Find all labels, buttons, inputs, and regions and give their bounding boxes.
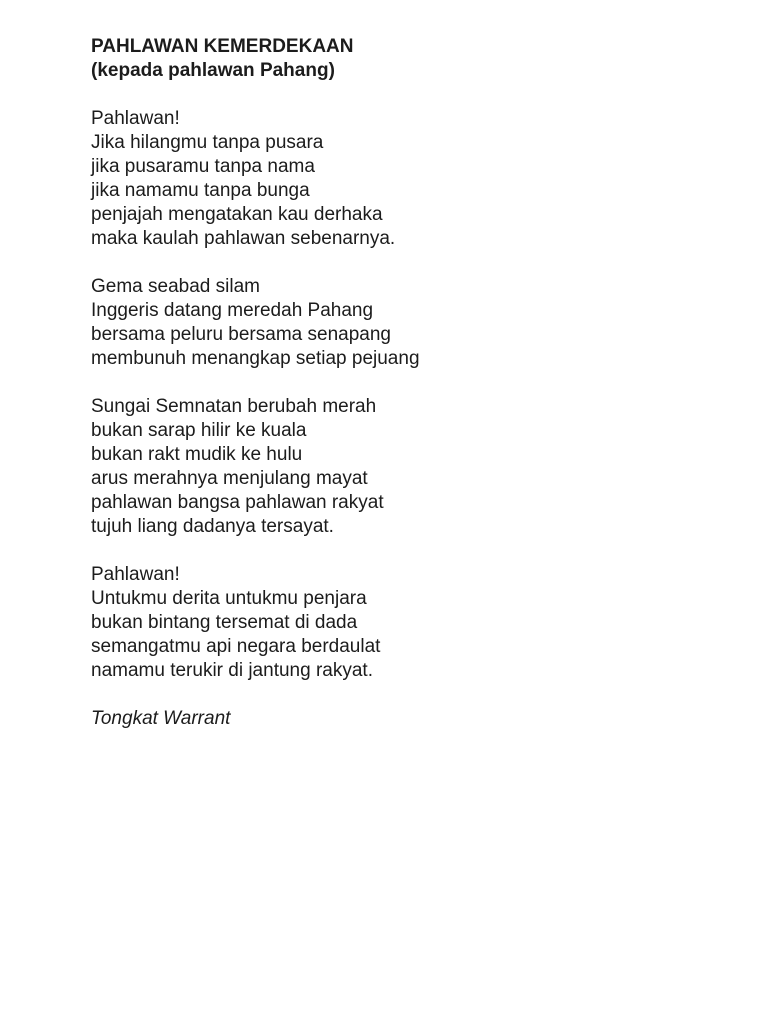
- stanza-line: bukan sarap hilir ke kuala: [91, 420, 307, 441]
- stanza-line: pahlawan bangsa pahlawan rakyat: [91, 492, 384, 513]
- stanza-line: Pahlawan!: [91, 108, 180, 129]
- poem-subtitle: (kepada pahlawan Pahang): [91, 60, 335, 81]
- stanza-line: Sungai Semnatan berubah merah: [91, 396, 377, 417]
- poem-document: [91, 35, 731, 731]
- stanza-line: maka kaulah pahlawan sebenarnya.: [91, 228, 396, 249]
- stanza-line: tujuh liang dadanya tersayat.: [91, 516, 334, 537]
- stanza-2: [91, 275, 731, 371]
- stanza-line: Untukmu derita untukmu penjara: [91, 588, 367, 609]
- stanza-line: arus merahnya menjulang mayat: [91, 468, 368, 489]
- stanza-line: jika namamu tanpa bunga: [91, 180, 310, 201]
- stanza-line: Pahlawan!: [91, 564, 180, 585]
- poem-title: PAHLAWAN KEMERDEKAAN: [91, 36, 354, 57]
- stanza-line: membunuh menangkap setiap pejuang: [91, 348, 420, 369]
- stanza-line: Jika hilangmu tanpa pusara: [91, 132, 324, 153]
- stanza-line: bukan rakt mudik ke hulu: [91, 444, 303, 465]
- poem-title-block: [91, 35, 731, 83]
- poem-author: Tongkat Warrant: [91, 708, 231, 729]
- stanza-line: namamu terukir di jantung rakyat.: [91, 660, 373, 681]
- stanza-line: semangatmu api negara berdaulat: [91, 636, 381, 657]
- stanza-4: [91, 563, 731, 683]
- stanza-line: penjajah mengatakan kau derhaka: [91, 204, 383, 225]
- stanza-line: bukan bintang tersemat di dada: [91, 612, 358, 633]
- stanza-line: bersama peluru bersama senapang: [91, 324, 391, 345]
- stanza-line: Inggeris datang meredah Pahang: [91, 300, 374, 321]
- stanza-line: jika pusaramu tanpa nama: [91, 156, 315, 177]
- stanza-1: [91, 107, 731, 251]
- stanza-line: Gema seabad silam: [91, 276, 260, 297]
- stanza-3: [91, 395, 731, 539]
